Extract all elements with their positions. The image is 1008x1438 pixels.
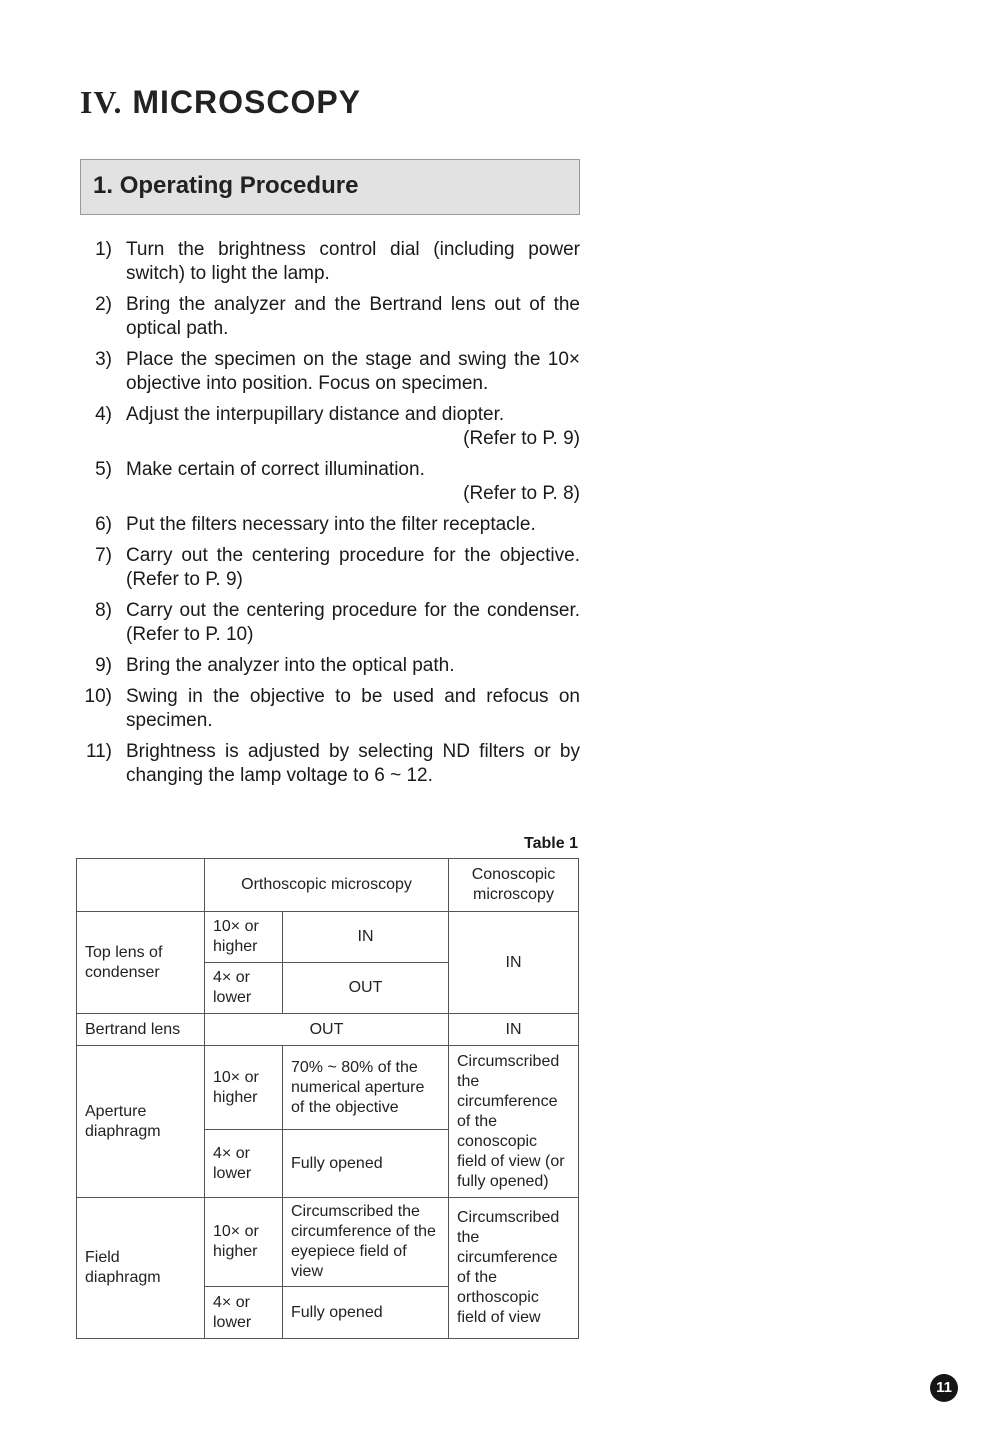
step-number: 11) [85, 741, 112, 762]
step-text-body: Swing in the objective to be used and refocus on specimen. [126, 686, 580, 731]
step-text [126, 544, 580, 592]
row-label-bertrand: Bertrand lens [77, 1014, 205, 1046]
page-number-badge: 11 [930, 1374, 958, 1402]
step-text-body: Bring the analyzer and the Bertrand lens out of the optical path. [126, 294, 580, 339]
settings-table [76, 858, 579, 1339]
procedure-step [76, 238, 580, 286]
step-number: 9) [95, 655, 112, 676]
cono-value-cell: IN [449, 912, 579, 1014]
ortho-value-cell: IN [283, 912, 449, 963]
step-text-body: Brightness is adjusted by selecting ND filters or by changing the lamp voltage to 6 ~ 12. [126, 741, 580, 786]
procedure-step [76, 293, 580, 341]
step-number: 6) [95, 514, 112, 535]
ortho-value-cell: Circumscribed the circumference of the eyepiece field of view [283, 1198, 449, 1287]
step-text [126, 293, 580, 341]
table-caption: Table 1 [524, 835, 578, 852]
procedure-step [76, 513, 580, 537]
ortho-value-cell: Fully opened [283, 1287, 449, 1339]
mag-lower-cell: 4× or lower [205, 1287, 283, 1339]
step-number: 5) [95, 459, 112, 480]
step-number: 7) [95, 545, 112, 566]
table-header-row [77, 859, 579, 912]
step-number: 2) [95, 294, 112, 315]
procedure-step [76, 403, 580, 451]
cono-value-cell: Circumscribed the circumference of the orthoscopic field of view [449, 1198, 579, 1339]
step-number: 1) [95, 239, 112, 260]
step-text-body: Bring the analyzer into the optical path. [126, 655, 455, 676]
step-number: 3) [95, 349, 112, 370]
ortho-value-cell: OUT [283, 963, 449, 1014]
procedure-step [76, 458, 580, 506]
step-text-body: Place the specimen on the stage and swing the 10× objective into position. Focus on specimen. [126, 349, 580, 394]
procedure-step [76, 740, 580, 788]
step-text [126, 685, 580, 733]
header-orthoscopic: Orthoscopic microscopy [205, 859, 449, 912]
step-text [126, 458, 580, 506]
chapter-title [80, 84, 361, 121]
step-number: 8) [95, 600, 112, 621]
table-row [77, 912, 579, 963]
procedure-step [76, 544, 580, 592]
cono-value-cell: IN [449, 1014, 579, 1046]
step-text-body: Carry out the centering procedure for the objective. (Refer to P. 9) [126, 545, 580, 590]
step-text [126, 348, 580, 396]
ortho-value-cell: OUT [205, 1014, 449, 1046]
section-title [93, 172, 358, 200]
mag-higher-cell: 10× or higher [205, 1198, 283, 1287]
step-text-body: Turn the brightness control dial (including power switch) to light the lamp. [126, 239, 580, 284]
cono-value-cell: Circumscribed the circumference of the conoscopic field of view (or fully opened) [449, 1046, 579, 1198]
step-text [126, 599, 580, 647]
header-conoscopic: Conoscopic microscopy [449, 859, 579, 912]
step-page-reference: (Refer to P. 9) [463, 428, 580, 449]
step-text [126, 403, 580, 451]
step-text [126, 513, 580, 537]
ortho-value-cell: Fully opened [283, 1130, 449, 1198]
row-label-top-lens: Top lens of condenser [77, 912, 205, 1014]
mag-lower-cell: 4× or lower [205, 1130, 283, 1198]
table-row [77, 1198, 579, 1287]
ortho-value-cell: 70% ~ 80% of the numerical aperture of the objective [283, 1046, 449, 1130]
section-name: Operating Procedure [119, 172, 359, 199]
procedure-step [76, 685, 580, 733]
row-label-aperture: Aperture diaphragm [77, 1046, 205, 1198]
mag-lower-cell: 4× or lower [205, 963, 283, 1014]
step-text [126, 654, 580, 678]
table-row [77, 1014, 579, 1046]
procedure-step [76, 348, 580, 396]
mag-higher-cell: 10× or higher [205, 912, 283, 963]
table-row [77, 1046, 579, 1130]
procedure-step [76, 599, 580, 647]
section-banner [80, 159, 580, 215]
step-text-body: Put the filters necessary into the filter receptacle. [126, 514, 536, 535]
step-text-body: Carry out the centering procedure for the condenser. (Refer to P. 10) [126, 600, 580, 645]
step-page-reference: (Refer to P. 8) [463, 483, 580, 504]
mag-higher-cell: 10× or higher [205, 1046, 283, 1130]
chapter-name: MICROSCOPY [132, 84, 362, 120]
step-text-body: Adjust the interpupillary distance and diopter. [126, 404, 505, 425]
step-number: 4) [95, 404, 112, 425]
step-text [126, 740, 580, 788]
header-empty-cell [77, 859, 205, 912]
procedure-step [76, 654, 580, 678]
procedure-steps [76, 238, 580, 795]
step-number: 10) [84, 686, 112, 707]
step-text-body: Make certain of correct illumination. [126, 459, 425, 480]
chapter-number: IV. [80, 84, 123, 120]
step-text [126, 238, 580, 286]
row-label-field: Field diaphragm [77, 1198, 205, 1339]
section-number: 1. [93, 172, 114, 199]
